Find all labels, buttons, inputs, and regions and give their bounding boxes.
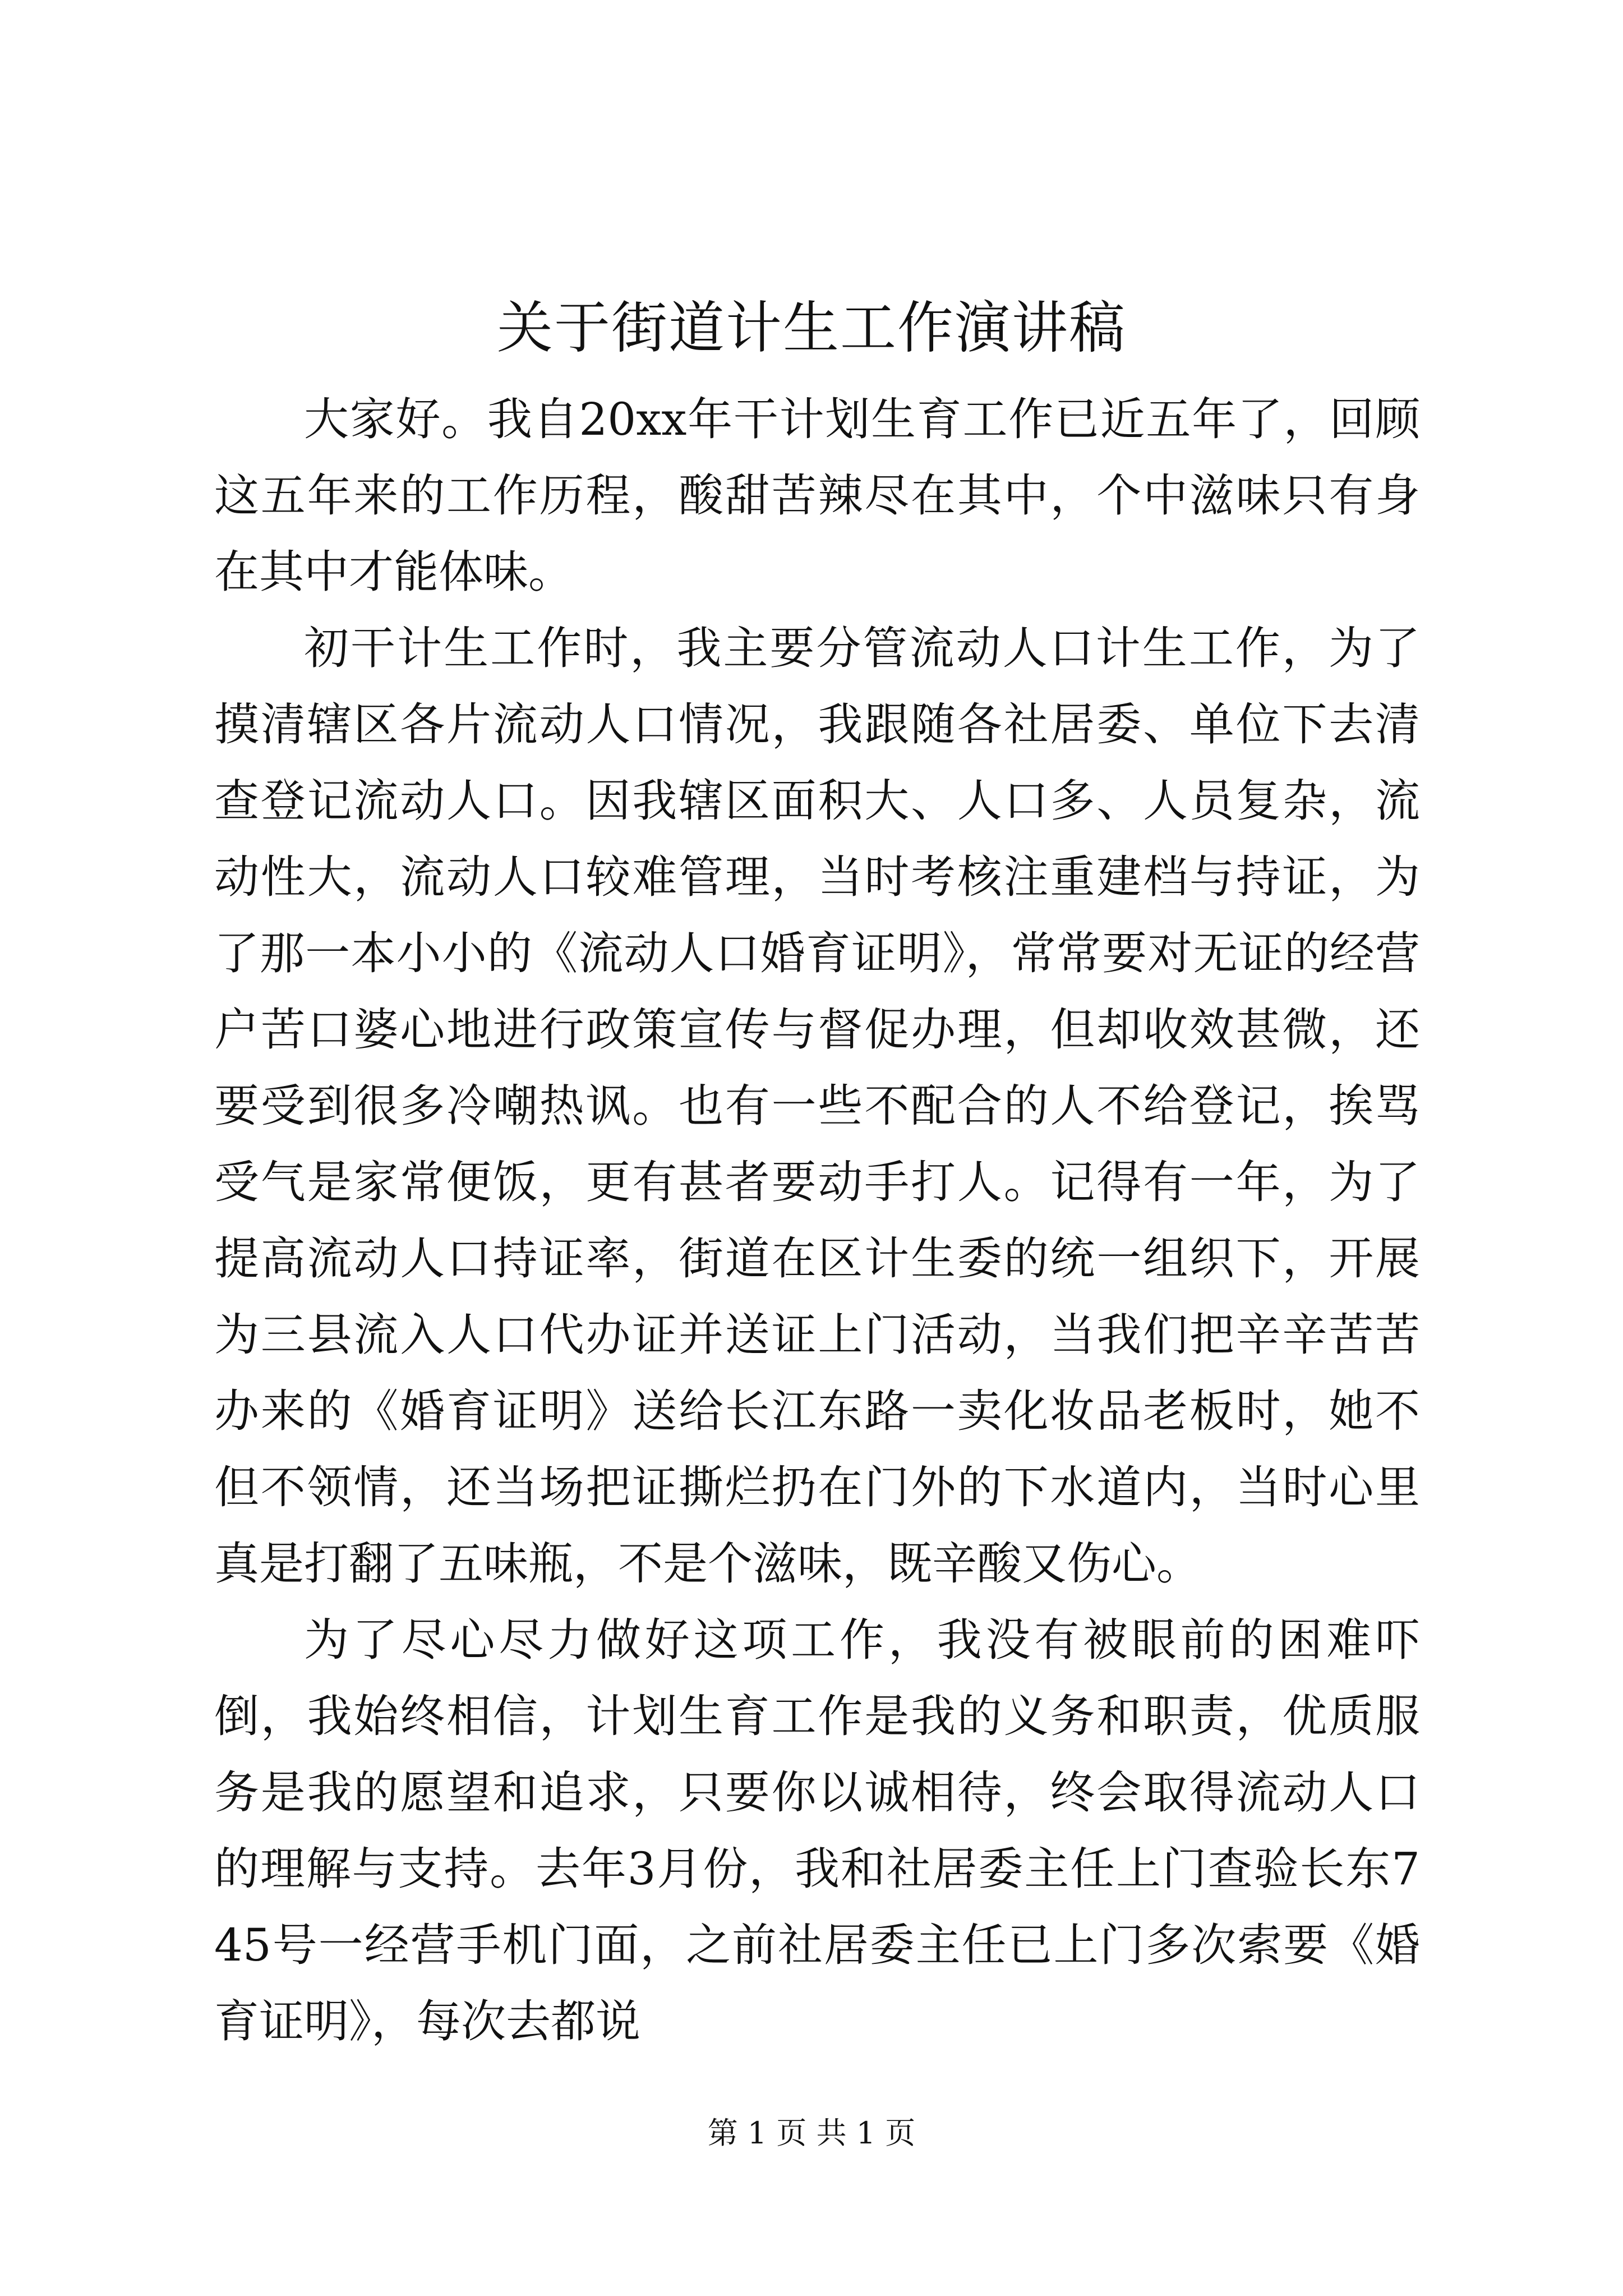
paragraph-3: 为了尽心尽力做好这项工作，我没有被眼前的困难吓倒，我始终相信，计划生育工作是我的义务和职责，优质服务是我的愿望和追求，只要你以诚相待，终会取得流动人口的理解与支持。去年3月份，我和社居委主任上门查验长东745号一经营手机门面，之前社居委主任已上门多次索要《婚育证明》，每次去都说	[214, 1614, 1420, 2047]
paragraph-2: 初干计生工作时，我主要分管流动人口计生工作，为了摸清辖区各片流动人口情况，我跟随各社居委、单位下去清查登记流动人口。因我辖区面积大、人口多、人员复杂，流动性大，流动人口较难管理，当时考核注重建档与持证，为了那一本小小的《流动人口婚育证明》，常常要对无证的经营户苦口婆心地进行政策宣传与督促办理，但却收效甚微，还要受到很多冷嘲热讽。也有一些不配合的人不给登记，挨骂受气是家常便饭，更有甚者要动手打人。记得有一年，为了提高流动人口持证率，街道在区计生委的统一组织下，开展为三县流入人口代办证并送证上门活动，当我们把辛辛苦苦办来的《婚育证明》送给长江东路一卖化妆品老板时，她不但不领情，还当场把证撕烂扔在门外的下水道内，当时心里真是打翻了五味瓶，不是个滋味，既辛酸又伤心。	[214, 622, 1420, 1590]
paragraph-1: 大家好。我自20xx年干计划生育工作已近五年了，回顾这五年来的工作历程，酸甜苦辣尽在其中，个中滋味只有身在其中才能体味。	[214, 393, 1420, 598]
page-footer: 第 1 页 共 1 页	[707, 2115, 916, 2151]
document-title: 关于街道计生工作演讲稿	[497, 295, 1126, 361]
document-body	[214, 381, 1420, 2060]
